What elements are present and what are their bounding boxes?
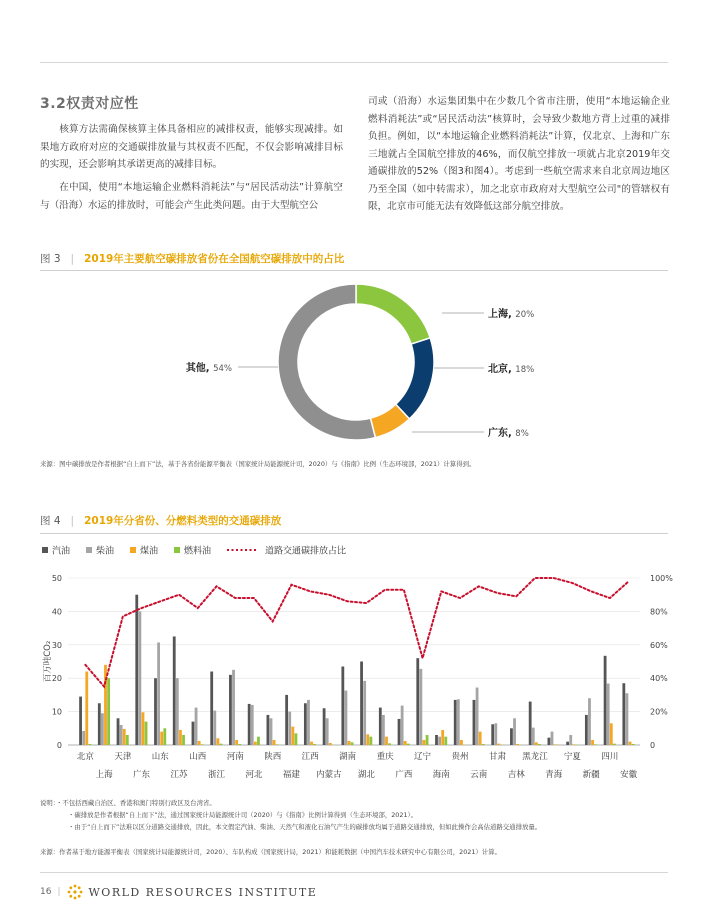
line-series-road-share	[85, 578, 628, 687]
bar-3-0	[135, 595, 138, 745]
bar-28-0	[604, 656, 607, 745]
bar-28-2	[610, 723, 613, 745]
figure4-heading	[40, 513, 281, 528]
x-tick-4: 山东	[151, 752, 169, 762]
figure3-separator: |	[70, 252, 75, 265]
y2-tick-0: 0	[650, 741, 656, 750]
bar-29-2	[629, 742, 632, 745]
footer	[40, 884, 317, 900]
bar-18-3	[426, 735, 429, 745]
bar-19-3	[444, 737, 447, 745]
figure3-number: 图 3	[40, 253, 61, 265]
bar-15-0	[360, 662, 363, 746]
bar-14-2	[348, 741, 351, 745]
x-tick-10: 陕西	[264, 752, 282, 762]
wri-logo-icon	[67, 884, 83, 900]
bar-8-3	[238, 744, 241, 745]
x-tick-16: 重庆	[376, 752, 394, 762]
bar-7-2	[217, 738, 220, 745]
bar-17-3	[407, 744, 410, 745]
bar-20-0	[454, 700, 457, 745]
donut-slice-3	[278, 284, 375, 440]
legend-label-0: 汽油	[52, 546, 71, 557]
bar-29-3	[632, 744, 635, 745]
y2-tick-1: 20%	[650, 707, 668, 717]
y2-tick-3: 60%	[650, 640, 668, 650]
brand-name: WORLD RESOURCES INSTITUTE	[88, 885, 318, 899]
legend-swatch-1	[86, 547, 92, 553]
bar-20-1	[457, 699, 460, 745]
x-tick-2: 天津	[114, 752, 132, 762]
x-tick-6: 山西	[189, 752, 207, 762]
y2-tick-4: 80%	[650, 607, 668, 617]
y2-tick-5: 100%	[650, 574, 673, 583]
page-number: 16	[40, 887, 52, 897]
bar-26-1	[569, 735, 572, 745]
bar-5-0	[173, 636, 176, 745]
bar-26-2	[572, 744, 575, 745]
legend-swatch-3	[174, 547, 180, 553]
figure4-number: 图 4	[40, 515, 61, 527]
bar-2-1	[120, 725, 123, 745]
bar-24-1	[532, 728, 535, 745]
donut-label-2: 广东, 8%	[488, 428, 529, 439]
bar-4-1	[157, 642, 160, 745]
bar-21-1	[476, 688, 479, 745]
y-tick-5: 50	[51, 574, 62, 583]
bar-25-2	[554, 744, 557, 745]
legend-swatch-2	[130, 547, 136, 553]
bar-15-1	[363, 681, 366, 745]
x-tick-9: 河北	[245, 770, 263, 780]
bar-9-3	[257, 737, 260, 745]
bar-19-1	[438, 737, 441, 745]
bar-6-3	[201, 744, 204, 745]
bar-24-3	[538, 744, 541, 745]
x-tick-3: 广东	[133, 770, 151, 780]
bar-18-0	[416, 658, 419, 745]
bar-15-3	[369, 737, 372, 745]
legend-label-1: 柴油	[96, 546, 115, 557]
legend-label-3: 燃料油	[184, 546, 212, 557]
legend-swatch-0	[42, 547, 48, 553]
bar-11-1	[288, 712, 291, 745]
bar-3-2	[142, 712, 145, 745]
x-tick-28: 四川	[601, 752, 619, 762]
bar-10-2	[273, 740, 276, 745]
bar-6-1	[195, 708, 198, 745]
legend-label-2: 煤油	[140, 546, 159, 557]
bar-12-3	[313, 744, 316, 745]
x-tick-23: 吉林	[507, 770, 525, 780]
bar-22-2	[498, 744, 501, 745]
bar-22-1	[494, 723, 497, 745]
bar-10-1	[270, 718, 273, 745]
bar-0-2	[85, 672, 88, 745]
bar-23-0	[510, 728, 513, 745]
x-tick-5: 江苏	[170, 770, 188, 780]
footer-separator: |	[57, 887, 61, 897]
donut-label-0: 上海, 20%	[488, 309, 535, 320]
bar-0-1	[82, 731, 85, 745]
section-title: 3.2权责对应性	[40, 96, 139, 112]
bar-16-1	[382, 715, 385, 745]
bar-17-2	[404, 741, 407, 745]
bar-19-0	[435, 735, 438, 745]
figure3-donut-chart	[0, 275, 710, 455]
bar-26-0	[566, 742, 569, 745]
donut-slice-1	[396, 338, 434, 419]
x-tick-17: 广西	[395, 770, 413, 780]
bar-23-2	[516, 744, 519, 745]
bar-11-2	[291, 727, 294, 745]
bar-13-0	[323, 708, 326, 745]
figure3-title: 2019年主要航空碳排放省份在全国航空碳排放中的占比	[84, 253, 345, 265]
bar-9-2	[254, 742, 257, 745]
bar-3-3	[145, 722, 148, 745]
bar-5-3	[182, 735, 185, 745]
figure3-heading	[40, 251, 344, 266]
x-tick-29: 安徽	[620, 770, 638, 780]
bar-1-0	[98, 703, 101, 745]
x-tick-0: 北京	[76, 752, 94, 762]
x-tick-11: 福建	[282, 770, 300, 780]
donut-slice-0	[356, 284, 430, 344]
bar-29-0	[622, 683, 625, 745]
bar-13-2	[329, 743, 332, 745]
x-tick-14: 湖南	[339, 752, 357, 762]
bar-16-3	[388, 743, 391, 745]
bar-27-2	[591, 740, 594, 745]
bar-27-1	[588, 698, 591, 745]
bar-7-3	[220, 744, 223, 745]
figure4-rule	[40, 533, 668, 534]
x-tick-13: 内蒙古	[316, 770, 342, 780]
bar-24-2	[535, 742, 538, 745]
bar-1-3	[107, 678, 110, 745]
bar-10-3	[276, 744, 279, 745]
top-rule	[40, 62, 668, 63]
x-tick-7: 浙江	[207, 770, 226, 780]
bar-16-2	[385, 737, 388, 745]
y-tick-2: 20	[51, 674, 62, 684]
x-tick-24: 黑龙江	[522, 752, 548, 762]
donut-label-3: 其他, 54%	[185, 363, 232, 374]
paragraph-2: 在中国，使用“本地运输企业燃料消耗法”与“居民活动法”计算航空与（沿海）水运的排放时，可能会产生此类问题。由于大型航空公	[40, 182, 343, 211]
bar-4-3	[163, 728, 166, 745]
bar-18-1	[419, 669, 422, 745]
bar-0-0	[79, 697, 82, 745]
bar-4-2	[160, 732, 163, 745]
bar-2-2	[123, 729, 126, 745]
figure4-separator: |	[70, 514, 75, 527]
x-tick-19: 海南	[432, 770, 450, 780]
bar-14-1	[345, 691, 348, 745]
figure4-note-1: 说明：・不包括西藏自治区、香港和澳门特别行政区及台湾省。	[40, 799, 216, 807]
bar-16-0	[379, 708, 382, 745]
bar-6-2	[198, 741, 201, 745]
bar-19-2	[441, 730, 444, 745]
figure4-source: 来源：作者基于地方能源平衡表（国家统计局能源统计司，2020）、车队构成（国家统计局，2021）和能耗数据（中国汽车技术研究中心有限公司，2021）计算。	[40, 848, 501, 856]
bar-12-2	[310, 742, 313, 745]
y-tick-3: 30	[51, 640, 62, 650]
bar-14-3	[351, 742, 354, 745]
bar-3-1	[138, 611, 141, 745]
y-tick-1: 10	[51, 707, 62, 717]
bar-6-0	[192, 722, 195, 745]
bar-20-2	[460, 740, 463, 745]
bar-14-0	[341, 667, 344, 745]
figure4-title: 2019年分省份、分燃料类型的交通碳排放	[84, 515, 282, 527]
bar-21-3	[482, 744, 485, 745]
bar-21-0	[473, 700, 476, 745]
bar-4-0	[154, 678, 157, 745]
bar-5-2	[179, 730, 182, 745]
y-axis-label: 百万吨CO₂	[43, 640, 53, 683]
x-tick-21: 云南	[470, 770, 488, 780]
bar-23-1	[513, 718, 516, 745]
y2-tick-2: 40%	[650, 674, 668, 684]
bar-15-2	[366, 734, 369, 745]
bar-10-0	[267, 715, 270, 745]
bar-8-2	[235, 740, 238, 745]
x-tick-25: 青海	[545, 770, 563, 780]
bar-27-0	[585, 715, 588, 745]
bar-8-1	[232, 670, 235, 745]
bar-18-2	[423, 740, 426, 745]
bar-17-0	[398, 719, 401, 745]
figure3-rule	[40, 270, 668, 271]
bar-9-1	[251, 705, 254, 745]
bar-29-1	[626, 693, 629, 745]
donut-label-1: 北京, 18%	[488, 364, 535, 375]
figure4-bar-chart	[0, 538, 710, 793]
bar-2-0	[117, 718, 120, 745]
y-tick-0: 0	[56, 741, 62, 750]
bar-1-1	[101, 713, 104, 745]
bar-11-0	[285, 695, 288, 745]
x-tick-26: 宁夏	[563, 752, 581, 762]
x-tick-1: 上海	[95, 770, 113, 780]
legend-line-label: 道路交通碳排放占比	[265, 546, 347, 557]
x-tick-20: 贵州	[451, 752, 469, 762]
bar-2-3	[126, 735, 129, 745]
bar-7-1	[213, 711, 216, 745]
paragraph-1: 核算方法需确保核算主体具备相应的减排权责，能够实现减排。如果地方政府对应的交通碳排放量与其权责不匹配，不仅会影响减排目标的实现，还会影响其承诺更高的减排目标。	[40, 124, 343, 170]
bar-17-1	[401, 706, 404, 745]
bar-25-1	[551, 732, 554, 745]
bar-13-1	[326, 718, 329, 745]
bar-27-3	[594, 744, 597, 745]
x-tick-18: 辽宁	[414, 752, 432, 762]
bar-12-1	[307, 700, 310, 745]
x-tick-22: 甘肃	[488, 752, 507, 762]
footer-rule	[40, 872, 668, 873]
bar-25-0	[548, 738, 551, 745]
bar-9-0	[248, 704, 251, 745]
bar-5-1	[176, 678, 179, 745]
x-tick-27: 新疆	[582, 770, 600, 780]
bar-21-2	[479, 732, 482, 745]
figure4-note-2: ・碳排放是作者根据“自上而下”法，通过国家统计局能源统计司（2020）与《指南》比例计算得到（生态环境部，2021）。	[68, 811, 418, 819]
bar-0-3	[88, 744, 91, 745]
figure3-source: 来源：图中碳排放是作者根据“自上而下”法，基于各省份能源平衡表（国家统计局能源统计司，2020）与《指南》比例（生态环境部，2021）计算得到。	[40, 460, 476, 468]
bar-28-1	[607, 684, 610, 745]
bar-11-3	[295, 733, 298, 745]
figure4-note-3: ・由于“自上而下”法难以区分道路交通排放，因此，本文假定汽油、柴油、天然气和液化石油气产生的碳排放均属于道路交通排放，但如此操作会高估道路交通排放量。	[68, 823, 542, 831]
bar-7-0	[210, 672, 213, 745]
paragraph-3: 司或（沿海）水运集团集中在少数几个省市注册，使用“本地运输企业燃料消耗法”或“居民活动法”核算时，会导致少数地方背上过重的减排负担。例如，以“本地运输企业燃料消耗法”计算，仅北京、上海和广东三地就占全国航空排放的46%，而仅航空排放一项就占北京2019年交通碳排放的52%（图3和图4）。考虑到一些航空需求来自北京周边地区乃至全国（如中转需求），加之北京市政府对大型航空公司"的管辖权有限，北京市可能无法有效降低这部分航空排放。	[368, 96, 670, 212]
y-tick-4: 40	[51, 607, 62, 617]
bar-24-0	[529, 702, 532, 745]
x-tick-8: 河南	[226, 752, 244, 762]
bar-8-0	[229, 675, 232, 745]
x-tick-12: 江西	[301, 752, 319, 762]
bar-28-3	[613, 744, 616, 745]
bar-22-0	[491, 724, 494, 745]
x-tick-15: 湖北	[357, 770, 375, 780]
bar-12-0	[304, 703, 307, 745]
